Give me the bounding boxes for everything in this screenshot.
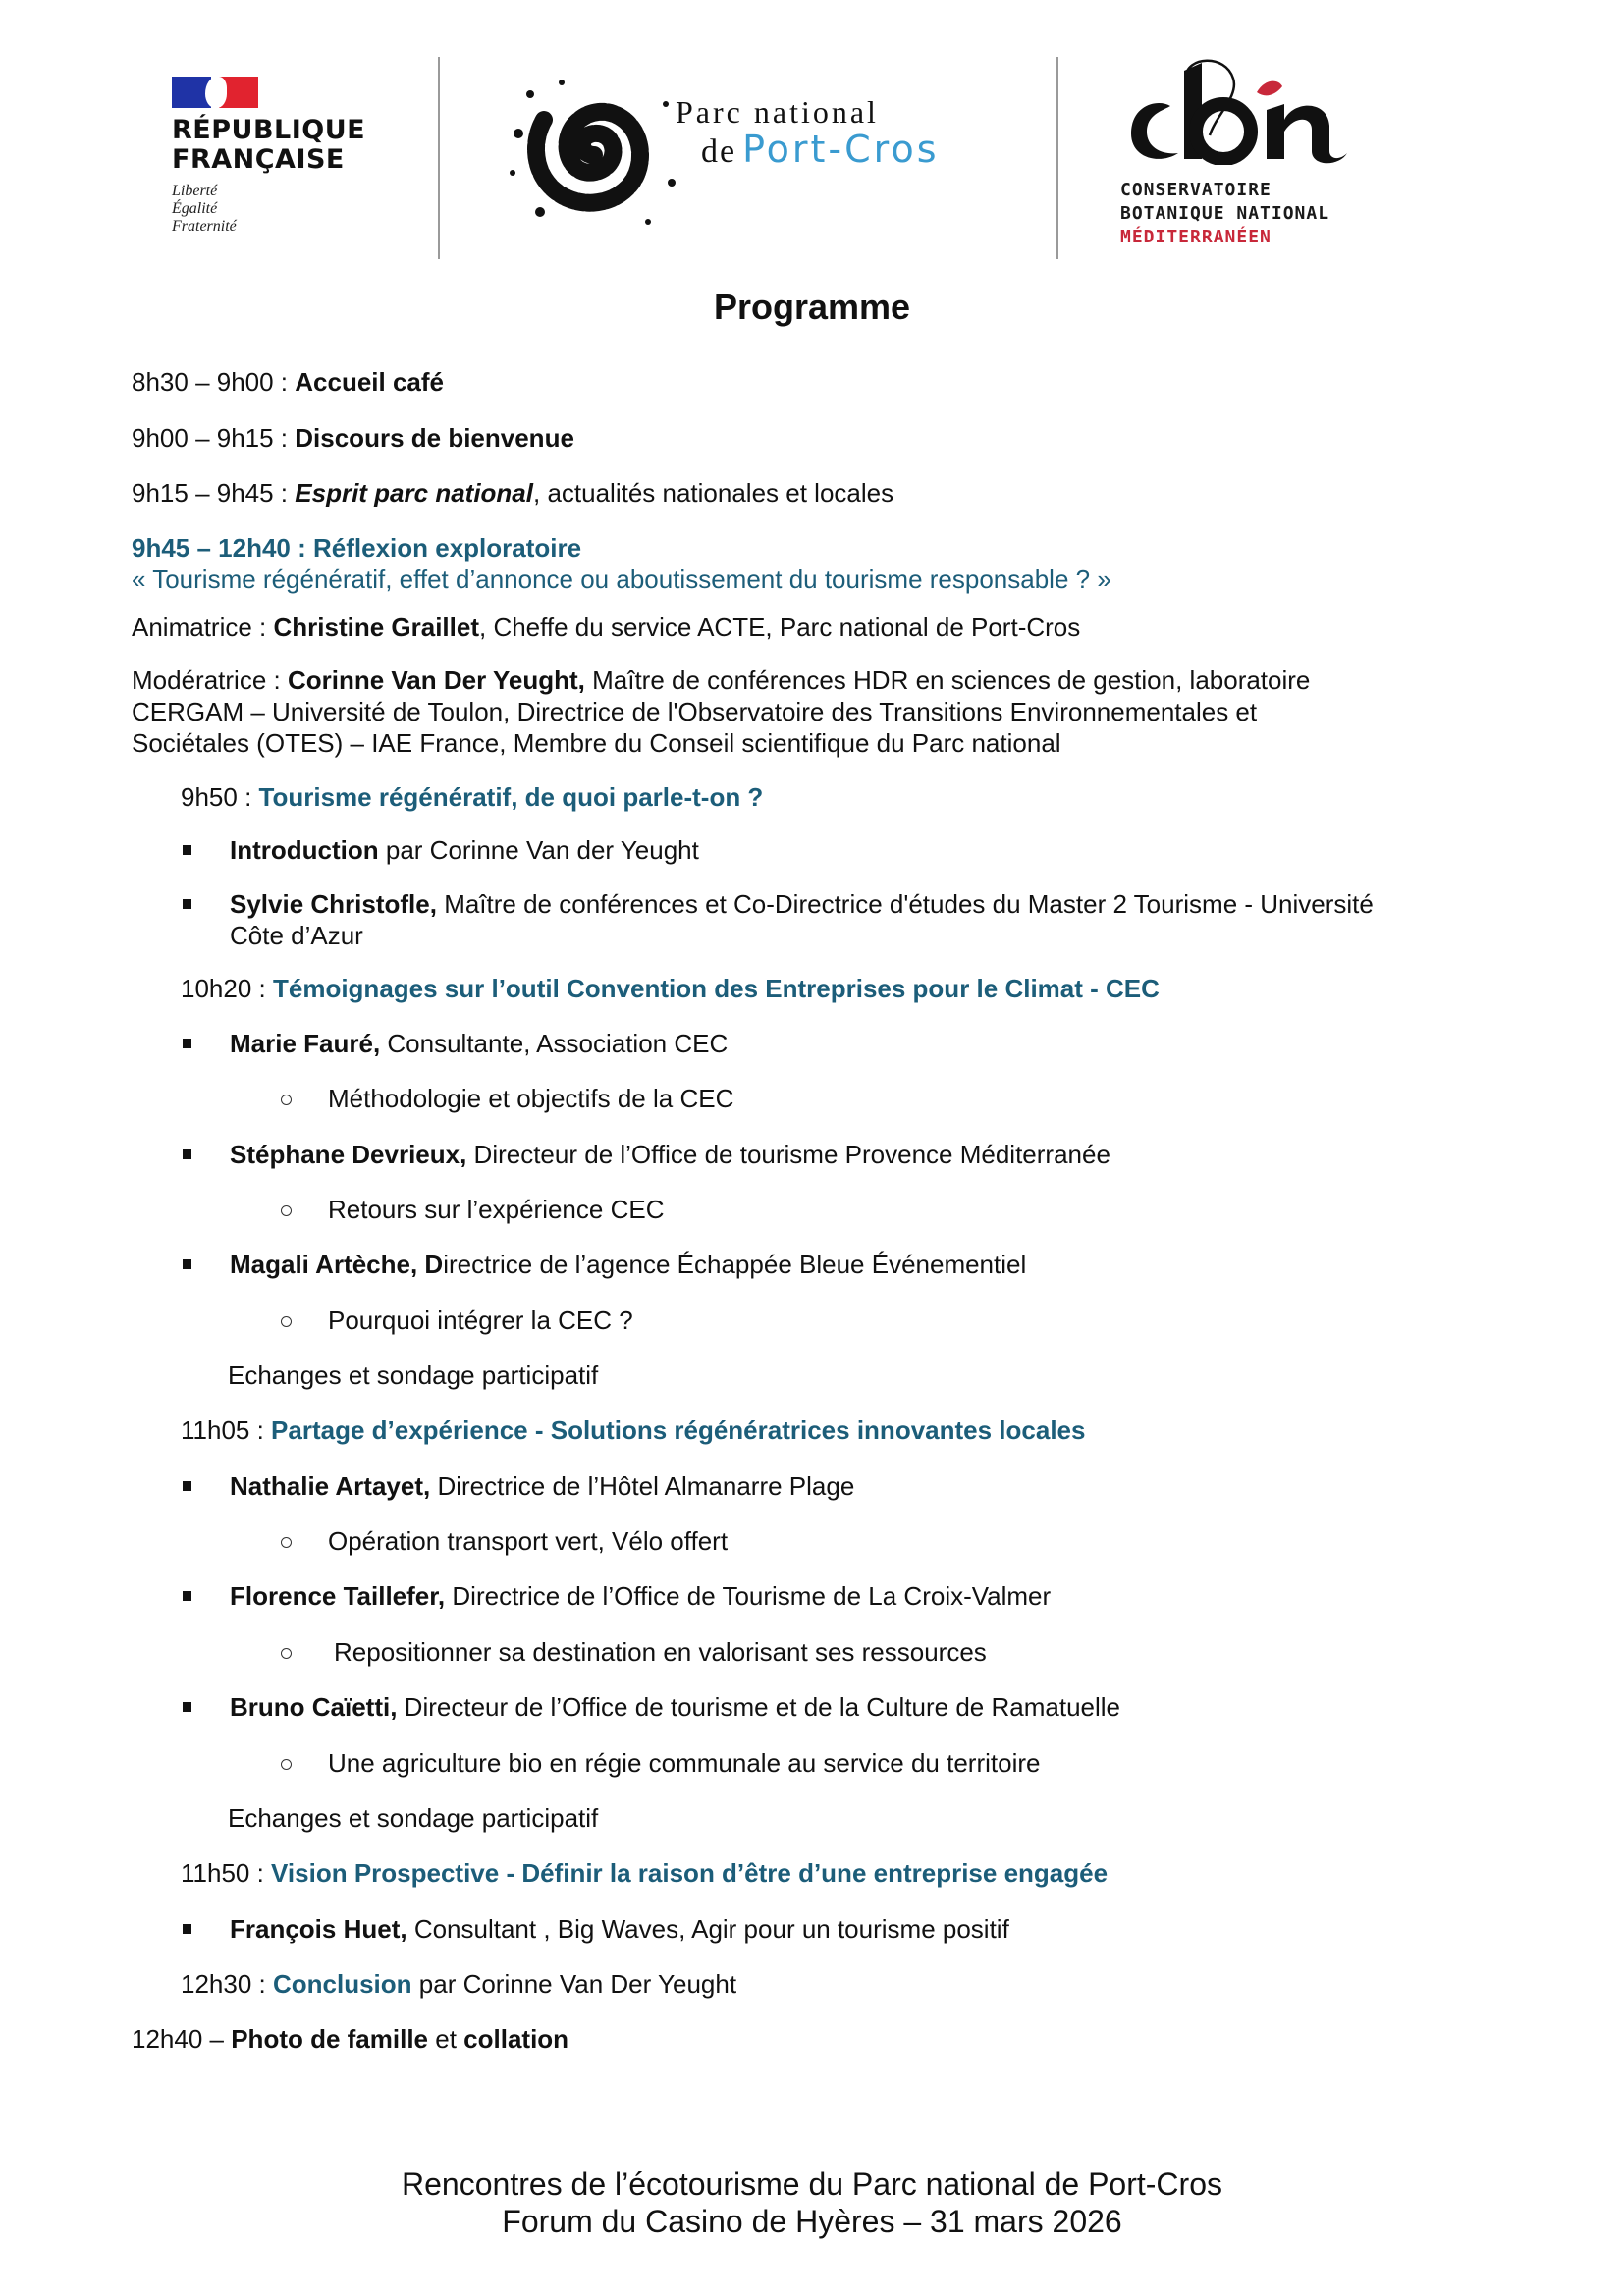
sub-list-item: Pourquoi intégrer la CEC ?: [328, 1306, 633, 1335]
square-bullet-icon: [183, 1481, 191, 1491]
agenda-item-accueil: 8h30 – 9h00 : Accueil café: [132, 367, 445, 397]
agenda-item-esprit: 9h15 – 9h45 : Esprit parc national, actualités nationales et locales: [132, 478, 894, 507]
rf-motto: Liberté Égalité Fraternité: [172, 183, 237, 235]
square-bullet-icon: [183, 845, 191, 855]
footer: [0, 2165, 1624, 2240]
square-bullet-icon: [183, 899, 191, 909]
sub-list-item: Opération transport vert, Vélo offert: [328, 1526, 729, 1556]
logo-parc-national-port-cros: [501, 65, 1011, 241]
sub-list-item: Retours sur l’expérience CEC: [328, 1195, 665, 1224]
session-heading-2: 10h20 : Témoignages sur l’outil Convention des Entreprises pour le Climat - CEC: [181, 974, 1160, 1003]
session-closing: Echanges et sondage participatif: [228, 1361, 599, 1390]
moderatrice-line: Modératrice : Corinne Van Der Yeught, Maître de conférences HDR en sciences de gestion, laboratoire: [132, 666, 1311, 695]
logo-cbn: [1117, 57, 1373, 253]
animatrice-line: Animatrice : Christine Graillet, Cheffe du service ACTE, Parc national de Port-Cros: [132, 613, 1081, 642]
conclusion-line: 12h30 : Conclusion par Corinne Van Der Yeught: [181, 1969, 737, 1999]
circle-bullet-icon: [281, 1648, 292, 1659]
section-subtitle-reflexion: « Tourisme régénératif, effet d’annonce ou aboutissement du tourisme responsable ? »: [132, 564, 1111, 594]
list-item: Stéphane Devrieux, Directeur de l’Office de tourisme Provence Méditerranée: [230, 1140, 1110, 1169]
list-item: Nathalie Artayet, Directrice de l’Hôtel Almanarre Plage: [230, 1471, 855, 1501]
sub-list-item: Repositionner sa destination en valorisant ses ressources: [334, 1637, 987, 1667]
list-item: Introduction par Corinne Van der Yeught: [230, 835, 699, 865]
logo-divider: [438, 57, 440, 259]
session-heading-4: 11h50 : Vision Prospective - Définir la raison d’être d’une entreprise engagée: [181, 1858, 1109, 1888]
session-closing: Echanges et sondage participatif: [228, 1803, 599, 1833]
square-bullet-icon: [183, 1039, 191, 1048]
cbn-mark-icon: [1117, 57, 1363, 165]
footer-venue-date: Forum du Casino de Hyères – 31 mars 2026: [502, 2204, 1122, 2239]
sub-list-item: Méthodologie et objectifs de la CEC: [328, 1084, 734, 1113]
circle-bullet-icon: [281, 1759, 292, 1770]
rf-title: RÉPUBLIQUE FRANÇAISE: [172, 115, 366, 175]
moderatrice-line-2: CERGAM – Université de Toulon, Directrice de l'Observatoire des Transitions Environnementales et: [132, 697, 1258, 726]
square-bullet-icon: [183, 1149, 191, 1159]
list-item: Sylvie Christofle, Maître de conférences et Co-Directrice d'études du Master 2 Tourisme - Université: [230, 889, 1374, 919]
circle-bullet-icon: [281, 1205, 292, 1216]
list-item: Florence Taillefer, Directrice de l’Office de Tourisme de La Croix-Valmer: [230, 1581, 1052, 1611]
square-bullet-icon: [183, 1924, 191, 1934]
circle-bullet-icon: [281, 1316, 292, 1327]
square-bullet-icon: [183, 1591, 191, 1601]
moderatrice-line-3: Sociétales (OTES) – IAE France, Membre du Conseil scientifique du Parc national: [132, 728, 1061, 758]
circle-bullet-icon: [281, 1537, 292, 1548]
cbn-text: CONSERVATOIRE BOTANIQUE NATIONAL MÉDITERRANÉEN: [1120, 180, 1330, 247]
spiral-emblem-icon: [501, 65, 687, 241]
marianne-flag-icon: [172, 77, 258, 108]
agenda-item-photo: 12h40 – Photo de famille et collation: [132, 2024, 569, 2054]
logo-republique-francaise: [172, 77, 398, 236]
session-heading-1: 9h50 : Tourisme régénératif, de quoi parle-t-on ?: [181, 782, 764, 812]
agenda-item-discours: 9h00 – 9h15 : Discours de bienvenue: [132, 423, 574, 453]
list-item-continuation: Côte d’Azur: [230, 921, 363, 950]
pnpc-name-line2: de Port-Cros: [701, 128, 940, 171]
list-item: Magali Artèche, Directrice de l’agence Échappée Bleue Événementiel: [230, 1250, 1027, 1279]
sub-list-item: Une agriculture bio en régie communale au service du territoire: [328, 1748, 1041, 1778]
session-heading-3: 11h05 : Partage d’expérience - Solutions régénératrices innovantes locales: [181, 1415, 1086, 1445]
section-heading-reflexion: 9h45 – 12h40 : Réflexion exploratoire: [132, 533, 582, 562]
logo-divider: [1056, 57, 1058, 259]
circle-bullet-icon: [281, 1095, 292, 1105]
page-title: Programme: [713, 287, 911, 327]
list-item: François Huet, Consultant , Big Waves, Agir pour un tourisme positif: [230, 1914, 1009, 1944]
square-bullet-icon: [183, 1702, 191, 1712]
pnpc-name-line1: Parc national: [676, 94, 879, 130]
list-item: Bruno Caïetti, Directeur de l’Office de tourisme et de la Culture de Ramatuelle: [230, 1692, 1120, 1722]
square-bullet-icon: [183, 1259, 191, 1269]
list-item: Marie Fauré, Consultante, Association CEC: [230, 1029, 729, 1058]
footer-event-name: Rencontres de l’écotourisme du Parc national de Port-Cros: [402, 2166, 1222, 2202]
